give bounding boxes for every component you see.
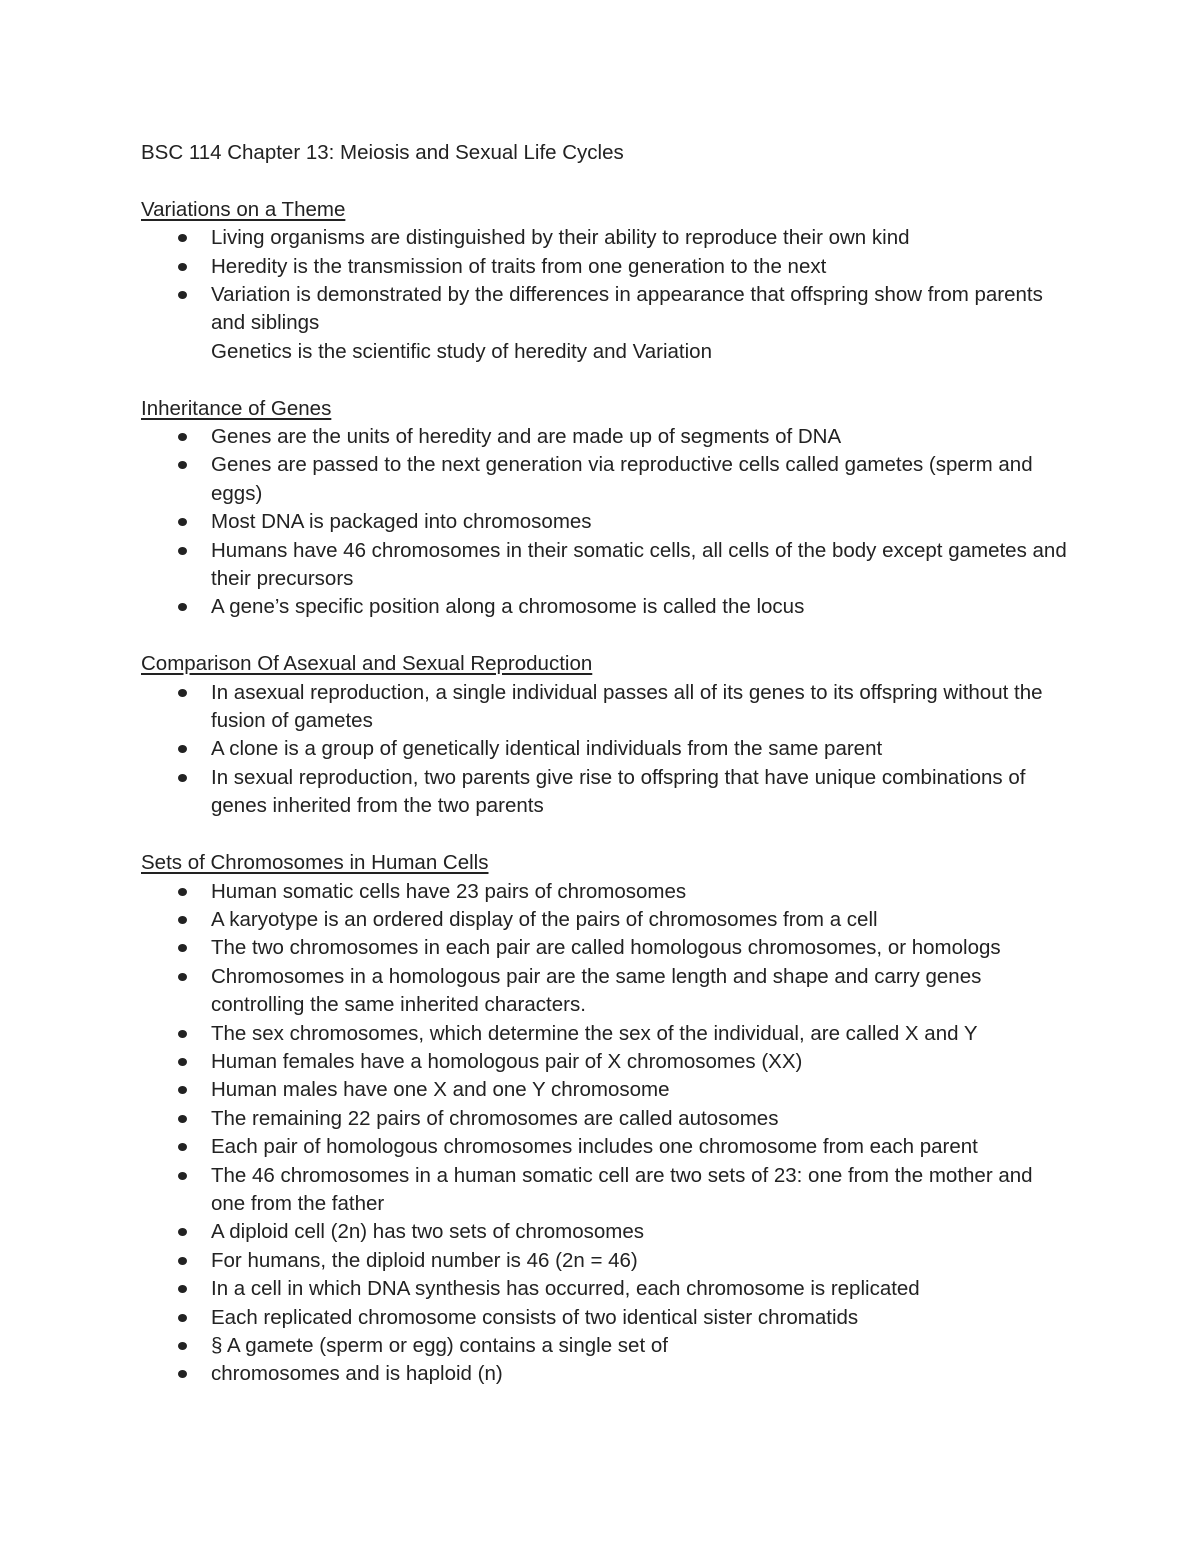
- list-item-text: Human females have a homologous pair of X chromosomes (XX): [211, 1049, 803, 1073]
- bullet-icon: [178, 1314, 187, 1322]
- bullet-icon: [178, 745, 187, 753]
- list-item-text: Chromosomes in a homologous pair are the same length and shape and carry genes controlling the same inherited characters.: [211, 964, 982, 1017]
- list-item: [141, 281, 1071, 338]
- list-item: [141, 1020, 1071, 1048]
- bullet-icon: [178, 291, 187, 299]
- list-item-text: For humans, the diploid number is 46 (2n = 46): [211, 1248, 638, 1272]
- list-item-text: The 46 chromosomes in a human somatic cell are two sets of 23: one from the mother and one from the father: [211, 1163, 1033, 1215]
- list-item-text: Human males have one X and one Y chromosome: [211, 1078, 670, 1102]
- list-item: [141, 253, 1071, 281]
- section-sets-of-chromosomes: [141, 849, 1071, 1389]
- list-item: [141, 906, 1071, 934]
- list-item: [141, 1162, 1071, 1219]
- list-item-text: § A gamete (sperm or egg) contains a single set of: [211, 1334, 668, 1357]
- bullet-icon: [178, 1370, 187, 1378]
- list-item-text: A karyotype is an ordered display of the pairs of chromosomes from a cell: [211, 907, 878, 931]
- spacer: [141, 622, 1071, 650]
- bullet-icon: [178, 1143, 187, 1151]
- list-item-text: In asexual reproduction, a single individual passes all of its genes to its offspring without the fusion of gametes: [211, 680, 1043, 733]
- bullet-icon: [178, 1058, 187, 1066]
- list-item-text: Each replicated chromosome consists of two identical sister chromatids: [211, 1305, 859, 1329]
- bullet-icon: [178, 1086, 187, 1094]
- list-item: [141, 537, 1071, 594]
- bullet-icon: [178, 518, 187, 526]
- spacer: [141, 821, 1071, 849]
- bullet-icon: [178, 916, 187, 924]
- bullet-icon: [178, 603, 187, 611]
- list-item: [141, 1218, 1071, 1246]
- list-item-text: chromosomes and is haploid (n): [211, 1362, 503, 1386]
- section-heading: Inheritance of Genes: [141, 396, 332, 420]
- list-item-text: In a cell in which DNA synthesis has occurred, each chromosome is replicated: [211, 1277, 920, 1301]
- document-page: [141, 139, 1071, 1389]
- bullet-icon: [178, 774, 187, 782]
- bullet-list: [141, 423, 1071, 622]
- section-heading: Variations on a Theme: [141, 197, 346, 221]
- list-item: [141, 1360, 1071, 1388]
- list-item: [141, 1133, 1071, 1161]
- list-item-text: Living organisms are distinguished by their ability to reproduce their own kind: [211, 226, 910, 250]
- section-note: Genetics is the scientific study of heredity and Variation: [211, 339, 712, 363]
- list-item: [141, 423, 1071, 451]
- list-item-text: A diploid cell (2n) has two sets of chromosomes: [211, 1220, 644, 1244]
- document-title: BSC 114 Chapter 13: Meiosis and Sexual Life Cycles: [141, 141, 624, 164]
- list-item-text: Humans have 46 chromosomes in their somatic cells, all cells of the body except gametes and their precursors: [211, 538, 1067, 591]
- list-item: [141, 735, 1071, 763]
- list-item-text: The remaining 22 pairs of chromosomes are called autosomes: [211, 1106, 779, 1130]
- section-heading: Comparison Of Asexual and Sexual Reproduction: [141, 652, 593, 676]
- list-item: [141, 764, 1071, 821]
- list-item: [141, 934, 1071, 962]
- bullet-list: [141, 679, 1071, 821]
- list-item-text: Heredity is the transmission of traits from one generation to the next: [211, 254, 827, 278]
- bullet-icon: [178, 1257, 187, 1265]
- section-inheritance-of-genes: [141, 395, 1071, 622]
- list-item: [141, 1076, 1071, 1104]
- list-item: [141, 508, 1071, 536]
- list-item-text: Each pair of homologous chromosomes includes one chromosome from each parent: [211, 1135, 978, 1159]
- list-item: [141, 963, 1071, 1020]
- list-item: [141, 1247, 1071, 1275]
- section-heading: Sets of Chromosomes in Human Cells: [141, 851, 489, 875]
- bullet-icon: [178, 263, 187, 271]
- list-item: [141, 1275, 1071, 1303]
- list-item: [141, 878, 1071, 906]
- list-item-text: The sex chromosomes, which determine the sex of the individual, are called X and Y: [211, 1021, 978, 1045]
- list-item-text: Genes are passed to the next generation via reproductive cells called gametes (sperm and eggs): [211, 453, 1033, 505]
- bullet-icon: [178, 1285, 187, 1293]
- bullet-list: [141, 878, 1071, 1389]
- list-item: [141, 224, 1071, 252]
- bullet-icon: [178, 944, 187, 952]
- list-item-text: A gene’s specific position along a chromosome is called the locus: [211, 595, 805, 619]
- list-item-text: The two chromosomes in each pair are called homologous chromosomes, or homologs: [211, 936, 1001, 960]
- bullet-icon: [178, 689, 187, 697]
- bullet-icon: [178, 1342, 187, 1350]
- list-item-text: A clone is a group of genetically identical individuals from the same parent: [211, 737, 883, 761]
- list-item: [141, 1105, 1071, 1133]
- bullet-icon: [178, 433, 187, 441]
- bullet-icon: [178, 973, 187, 981]
- bullet-icon: [178, 1228, 187, 1236]
- spacer: [141, 366, 1071, 394]
- bullet-icon: [178, 461, 187, 469]
- list-item-text: In sexual reproduction, two parents give rise to offspring that have unique combinations of genes inherited from the two parents: [211, 765, 1026, 818]
- bullet-list: [141, 224, 1071, 338]
- list-item: [141, 1048, 1071, 1076]
- bullet-icon: [178, 234, 187, 242]
- bullet-icon: [178, 1115, 187, 1123]
- bullet-icon: [178, 888, 187, 896]
- list-item-text: Genes are the units of heredity and are made up of segments of DNA: [211, 425, 842, 449]
- list-item: [141, 1332, 1071, 1360]
- list-item: [141, 593, 1071, 621]
- section-asexual-vs-sexual-reproduction: [141, 650, 1071, 820]
- bullet-icon: [178, 1030, 187, 1038]
- list-item-text: Most DNA is packaged into chromosomes: [211, 510, 592, 534]
- list-item: [141, 1304, 1071, 1332]
- bullet-icon: [178, 1172, 187, 1180]
- section-variations-on-a-theme: [141, 196, 1071, 366]
- spacer: [141, 167, 1071, 195]
- bullet-icon: [178, 547, 187, 555]
- list-item: [141, 679, 1071, 736]
- list-item-text: Human somatic cells have 23 pairs of chromosomes: [211, 879, 687, 903]
- list-item-text: Variation is demonstrated by the differences in appearance that offspring show from parents and siblings: [211, 283, 1043, 335]
- list-item: [141, 451, 1071, 508]
